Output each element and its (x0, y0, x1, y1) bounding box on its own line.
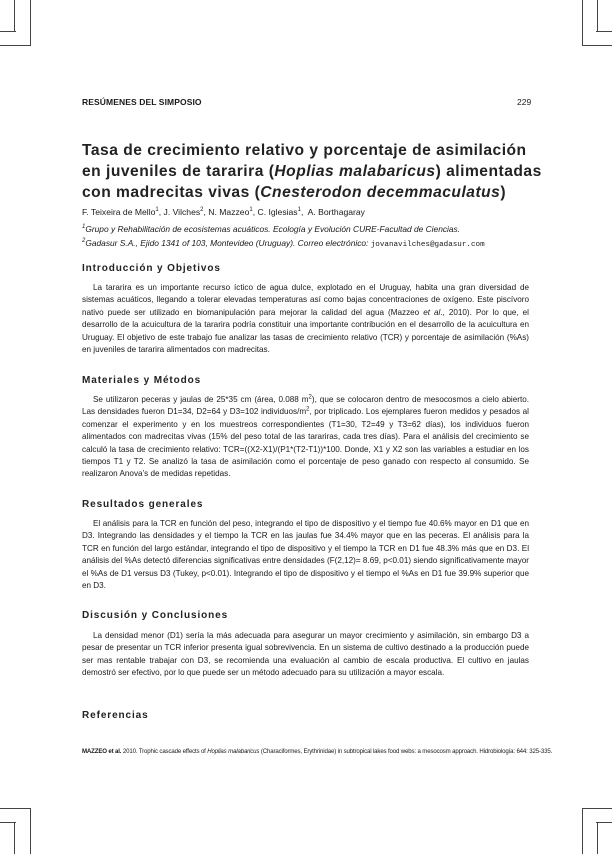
section-heading-results: Resultados generales (82, 499, 204, 510)
crop-mark (596, 822, 612, 823)
author: N. Mazzeo (208, 207, 250, 217)
author-affiliation-marker: 1 (249, 207, 253, 214)
title-species: Cnesterodon decemmaculatus (260, 184, 501, 201)
crop-mark (30, 0, 31, 46)
author: F. Teixeira de Mello (82, 207, 156, 217)
author-list: F. Teixeira de Mello$^1$, J. Vilches$^2$, N. Mazzeo$^1$, C. Iglesias$^1$, A. Borthagaray (82, 207, 365, 217)
email-link[interactable]: jovanavilches@gadasur.com (370, 241, 485, 249)
section-heading-references: Referencias (82, 710, 149, 721)
crop-mark (582, 45, 612, 46)
superscript: 2 (308, 394, 312, 401)
crop-mark (597, 822, 598, 854)
superscript: 2 (306, 406, 310, 413)
affiliation-text: Grupo y Rehabilitación de ecosistemas acuáticos. Ecología y Evolución CURE-Facultad de Ciencias. (85, 224, 461, 234)
crop-mark (582, 0, 583, 46)
section-heading-methods: Materiales y Métodos (82, 375, 202, 386)
affiliation-text: Gadasur S.A., Ejido 1341 of 103, Montevideo (Uruguay). Correo electrónico: (85, 238, 371, 248)
reference-entry (82, 748, 553, 755)
affiliation-marker: 2 (82, 238, 86, 245)
section-heading-intro: Introducción y Objetivos (82, 263, 221, 274)
crop-mark (30, 808, 31, 854)
paragraph-text: ), que se colocaron dentro de mesocosmos a cielo abierto. Las densidades fueron D1=34, D2=64 y D3=102 individuos/m (82, 395, 529, 417)
paragraph-text: Se utilizaron peceras y jaulas de 25*35 cm (área, 0.088 m (93, 395, 309, 404)
title-species: Hoplias malabaricus (274, 163, 436, 180)
affiliation-1 (82, 224, 460, 234)
reference-species: Hoplias malabaricus (207, 748, 260, 755)
reference-author: MAZZEO et al. (82, 748, 122, 755)
crop-mark (14, 822, 15, 854)
title-text: ) alimentadas con madrecitas vivas ( (82, 163, 542, 201)
author-affiliation-marker: 1 (155, 207, 159, 214)
paragraph-text: La tararira es un importante recurso íctico de agua dulce, explotado en el Uruguay, habita una gran diversidad de sistemas acuáticos, llegando a tolerar elevadas temperaturas así como bajas concentraciones de oxígeno. Este piscívoro nativo puede ser utilizado en biomanipulación para mejorar la calidad del agua (Mazzeo (82, 283, 529, 317)
crop-mark (582, 808, 612, 809)
author: A. Borthagaray (307, 207, 365, 217)
title-text: Tasa de crecimiento relativo y porcentaje de asimilación en juveniles de tararira ( (82, 142, 527, 180)
crop-mark (582, 808, 583, 854)
crop-mark (597, 0, 598, 32)
crop-mark (0, 45, 30, 46)
article-title (82, 140, 542, 203)
author: C. Iglesias (257, 207, 298, 217)
paragraph-text: ., 2010). Por lo que, el desarrollo de la acuicultura de la tararira podría constituir una importante contribución en el desarrollo de la acuicultura en Uruguay. El objetivo de este trabajo fue analizar las tasas de crecimiento relativo (TCR) y porcentaje de asimilación (%As) en juveniles de tararira alimentados con madrecitas. (82, 307, 529, 355)
crop-mark (14, 0, 15, 32)
crop-mark (0, 808, 30, 809)
reference-text: (Characiformes, Erythrinidae) in subtropical lakes food webs: a mesocosm approach. Hidrobiología: 644: 325-335. (259, 748, 553, 755)
running-header: RESÚMENES DEL SIMPOSIO (82, 97, 202, 107)
author: J. Vilches (163, 207, 201, 217)
section-heading-discussion: Discusión y Conclusiones (82, 610, 229, 621)
crop-mark (596, 31, 612, 32)
crop-mark (0, 31, 16, 32)
affiliation-2 (82, 238, 485, 249)
paragraph-italic: et al (423, 307, 441, 317)
discussion-paragraph: La densidad menor (D1) sería la más adecuada para asegurar un mayor crecimiento y asimilación, sin embargo D3 a pesar de presentar un TCR inferior presenta igual sobrevivencia. En un sistema de cultivo destinado a la producción puede ser mas rentable trabajar con D3, se recomienda una evaluación al cambio de escala productiva. El cultivo en jaulas demostró ser efectivo, por lo que puede ser un método adecuado para su utilización a mayor escala. (82, 631, 529, 678)
reference-text: 2010. Trophic cascade effects of (121, 748, 208, 755)
methods-paragraph (82, 394, 529, 481)
paragraph-text: , por triplicado. Los ejemplares fueron medidos y pesados al comenzar el experimento y en los muestreos correspondientes (T1=30, T2=49 y T3=62 días), los individuos fueron alimentados con madrecitas vivas (15% del peso total de las tarariras, cada tres días). Para el análisis del crecimiento se calculó la tasa de crecimiento relativo: TCR=((X2-X1)/(P1*(T2-T1))*100. Donde, X1 y X2 son las variables a estudiar en los tiempos T1 y T2. Se analizó la tasa de asimilación como el porcentaje de peso ganado con respecto al consumido. Se realizaron Anova’s de medidas repetidas. (82, 407, 529, 479)
crop-mark (0, 822, 16, 823)
intro-paragraph (82, 282, 529, 356)
results-paragraph: El análisis para la TCR en función del peso, integrando el tipo de dispositivo y el tiempo fue 40.6% mayor en D1 que en D3. Integrando las densidades y el tiempo la TCR en las jaulas fue 34.4% mayor que en las peceras. El análisis para la TCR en función del largo estándar, integrando el tipo de dispositivo y el tiempo la TCR en D1 fue 48.3% más que en D3. El análisis del %As detectó diferencias significativas entre densidades (F(2,12)= 8.69, p<0.01) siendo significativamente mayor el %As de D1 versus D3 (Tukey, p<0.01). Integrando el tipo de dispositivo y el tiempo el %As en D1 fue 39.9% superior que en D3. (82, 519, 529, 591)
title-text: ) (500, 184, 507, 201)
author-affiliation-marker: 1 (297, 207, 301, 214)
author-affiliation-marker: 2 (200, 207, 204, 214)
page-number: 229 (517, 97, 532, 107)
affiliation-marker: 1 (82, 224, 86, 231)
